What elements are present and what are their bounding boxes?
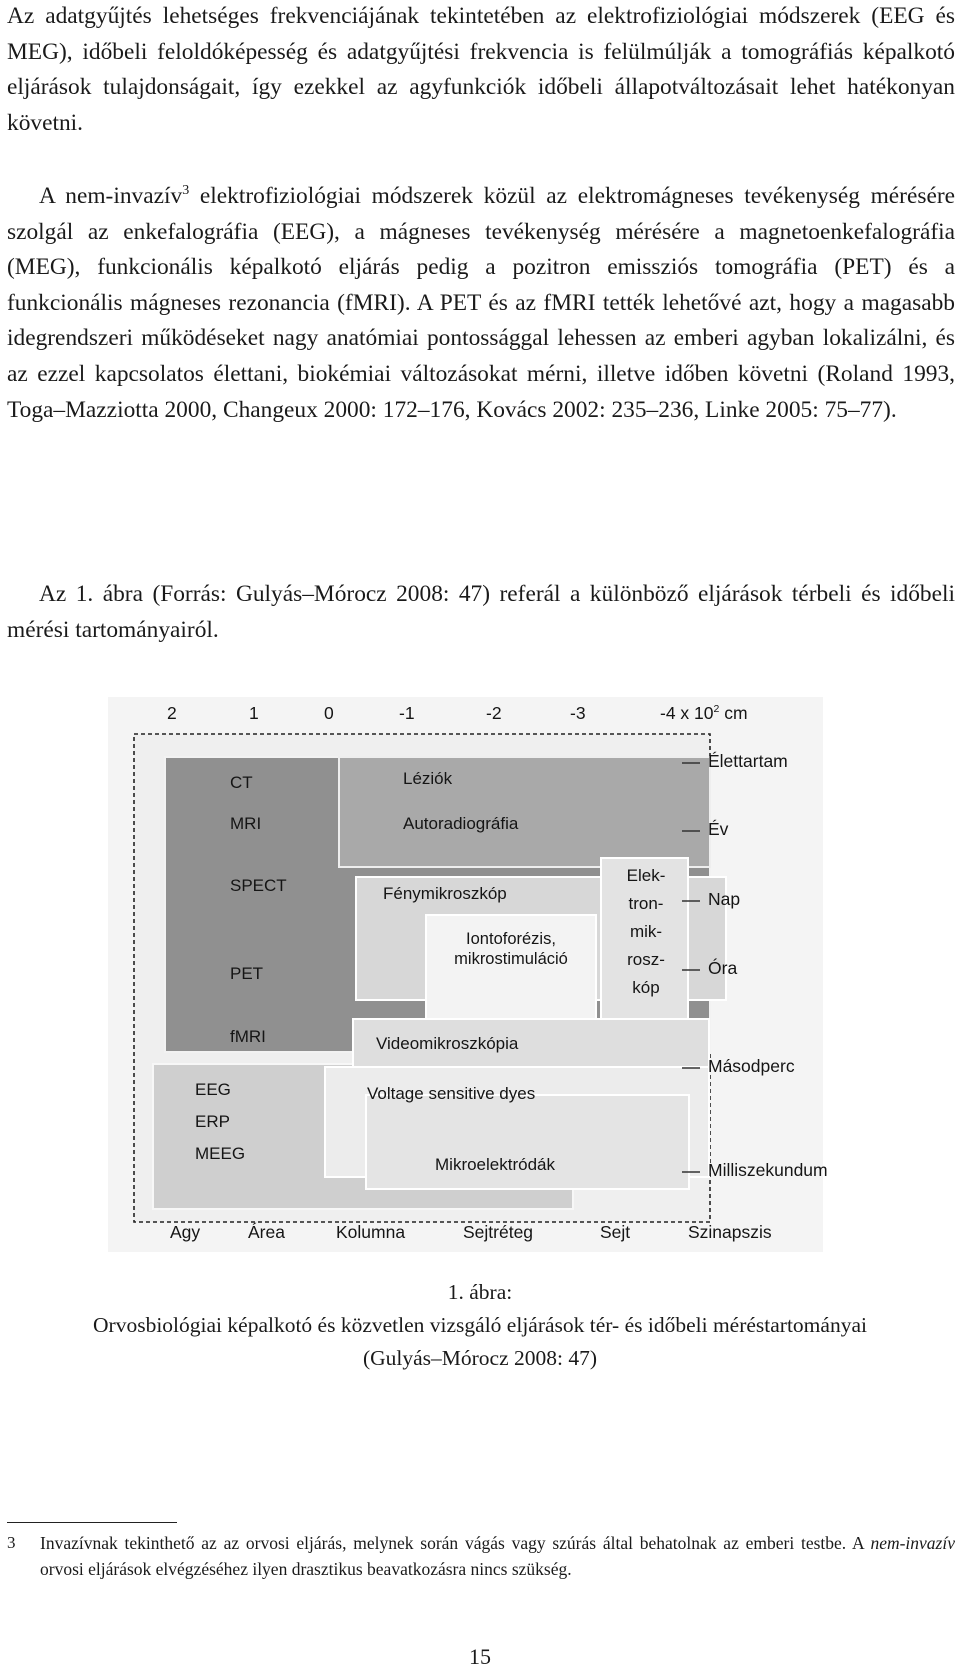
label-elektronmikroszkop — [611, 862, 681, 1002]
label-leziok: Léziók — [403, 769, 453, 788]
label-voltage-dyes: Voltage sensitive dyes — [367, 1084, 536, 1103]
footnote-reference: 3 — [182, 182, 190, 199]
spatial-label-synapse: Szinapszis — [688, 1222, 772, 1242]
time-label-year: Év — [708, 819, 729, 839]
elek-line-3: mik- — [629, 922, 663, 941]
time-label-lifetime: Élettartam — [708, 751, 788, 771]
figure-caption-label: 1. ábra: — [447, 1280, 513, 1304]
elek-line-1: Elek- — [626, 866, 666, 885]
spatial-label-column: Kolumna — [336, 1222, 406, 1242]
scale-tick-minus1: -1 — [399, 703, 415, 723]
time-label-hour: Óra — [708, 958, 738, 978]
spatial-label-brain: Agy — [170, 1222, 201, 1242]
elek-line-4: rosz- — [627, 950, 665, 969]
spatial-label-layer: Sejtréteg — [463, 1222, 534, 1242]
elek-line-2: tron- — [628, 894, 664, 913]
scale-tick-2: 2 — [167, 703, 177, 723]
lesions-box — [339, 757, 710, 867]
figure-caption-line-2: (Gulyás–Mórocz 2008: 47) — [362, 1346, 598, 1370]
label-autoradiografia: Autoradiográfia — [403, 814, 519, 833]
label-fmri: fMRI — [230, 1027, 266, 1046]
time-label-second: Másodperc — [708, 1056, 795, 1076]
microelectrodes-box — [366, 1095, 689, 1189]
label-eeg: EEG — [195, 1080, 231, 1099]
footnote-number: 3 — [7, 1533, 16, 1552]
footnote-text-end: orvosi eljárások elvégzéséhez ilyen drasztikus beavatkozásra nincs szükség. — [40, 1559, 572, 1579]
scale-unit-label — [660, 705, 748, 723]
footnote-text-start: Invazívnak tekinthető az az orvosi eljárás, melynek során vágás vagy szúrás által behatolnak az emberi testbe. A — [40, 1533, 871, 1553]
scale-exponent: 2 — [713, 703, 720, 716]
page-number: 15 — [469, 1644, 491, 1669]
footnote-text — [40, 1530, 955, 1582]
scale-tick-minus3: -3 — [570, 703, 586, 723]
spatial-label-cell: Sejt — [600, 1222, 631, 1242]
spatial-label-area: Área — [248, 1222, 285, 1242]
label-ct: CT — [230, 773, 253, 792]
elek-line-5: kóp — [632, 978, 660, 997]
ionto-line-2: mikrostimuláció — [454, 950, 568, 968]
scale-tick-minus4: -4 x 10 — [660, 703, 714, 723]
time-label-millisecond: Milliszekundum — [708, 1160, 828, 1180]
scale-unit: cm — [719, 703, 748, 723]
figure-caption-line-1: Orvosbiológiai képalkotó és közvetlen vizsgáló eljárások tér- és időbeli méréstartományai — [93, 1313, 867, 1337]
label-videomikroszkopia: Videomikroszkópia — [376, 1034, 519, 1053]
figure-method-ranges — [108, 697, 828, 1252]
footnote-rule — [7, 1522, 177, 1523]
paragraph-2 — [7, 179, 955, 428]
scale-tick-1: 1 — [249, 703, 259, 723]
label-mri: MRI — [230, 814, 262, 833]
ionto-line-1: Iontoforézis, — [466, 930, 556, 948]
paragraph-2-start: A nem-invazív — [39, 183, 183, 209]
paragraph-3: Az 1. ábra (Forrás: Gulyás–Mórocz 2008: 47) referál a különböző eljárások térbeli és időbeli mérési tartományairól. — [7, 581, 955, 643]
label-mikroelektrodak: Mikroelektródák — [435, 1155, 555, 1174]
label-fenymikroszkop: Fénymikroszkóp — [383, 884, 507, 903]
paragraph-1: Az adatgyűjtés lehetséges frekvenciájának tekintetében az elektrofiziológiai módszerek (EEG és MEG), időbeli feloldóképesség és adatgyűjtési frekvencia is felülmúlják a tomográfiás képalkotó eljárások tulajdonságait, így ezekkel az agyfunkciók időbeli állapotváltozásait lehet hatékonyan követni. — [7, 3, 955, 136]
scale-tick-0: 0 — [324, 703, 334, 723]
footnote-italic: nem-invazív — [870, 1533, 955, 1553]
scale-tick-minus2: -2 — [486, 703, 502, 723]
label-spect: SPECT — [230, 876, 287, 895]
label-pet: PET — [230, 964, 264, 983]
paragraph-2-rest: elektrofiziológiai módszerek közül az elektromágneses tevékenység mérésére szolgál az enkefalográfia (EEG), a mágneses tevékenység mérésére a magnetoenkefalográfia (MEG), funkcionális képalkotó eljárás pedig a pozitron emissziós tomográfia (PET) és a funkcionális mágneses rezonancia (fMRI). A PET és az fMRI tették lehetővé azt, hogy a magasabb idegrendszeri működéseket nagy anatómiai pontossággal lehessen az emberi agyban lokalizálni, és az ezzel kapcsolatos élettani, biokémiai változásokat mérni, illetve időben követni (Roland 1993, Toga–Mazziotta 2000, Changeux 2000: 172–176, Kovács 2002: 235–236, Linke 2005: 75–77). — [7, 183, 955, 423]
label-iontoforezis — [426, 929, 596, 969]
label-erp: ERP — [195, 1112, 230, 1131]
time-label-day: Nap — [708, 889, 741, 909]
label-meeg: MEEG — [195, 1144, 246, 1163]
